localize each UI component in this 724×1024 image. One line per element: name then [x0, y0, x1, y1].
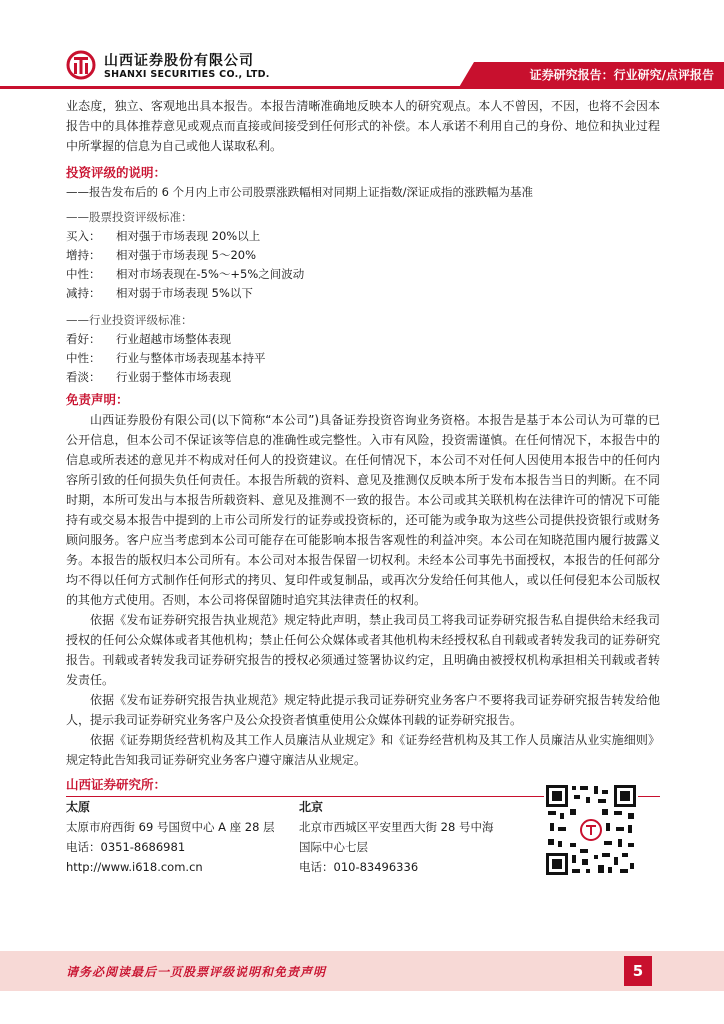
- office-phone: 电话：010-83496336: [299, 860, 419, 874]
- rating-label: 买入：: [66, 229, 101, 243]
- stock-rating-header: ——股票投资评级标准：: [66, 210, 193, 224]
- rating-basis: ——报告发布后的 6 个月内上市公司股票涨跌幅相对同期上证指数/深证成指的涨跌幅为基准: [66, 185, 533, 199]
- taiyuan-office: [66, 797, 275, 877]
- rating-label: 看好：: [66, 332, 101, 346]
- rating-desc: 行业与整体市场表现基本持平: [116, 351, 266, 365]
- rating-label: 增持：: [66, 248, 101, 262]
- rating-label: 看淡：: [66, 370, 101, 384]
- list-item: [66, 349, 660, 368]
- city-name: 北京: [299, 800, 324, 814]
- contact-title: 山西证券研究所：: [66, 777, 167, 792]
- rating-desc: 相对强于市场表现 20%以上: [116, 229, 261, 243]
- company-logo-icon: [66, 50, 96, 80]
- header-divider: [0, 86, 724, 89]
- contact-block: [66, 797, 660, 889]
- rating-desc: 相对市场表现在-5%～+5%之间波动: [116, 267, 305, 281]
- disclaimer-paragraph: 山西证券股份有限公司(以下简称“本公司”)具备证券投资咨询业务资格。本报告是基于本公司认为可靠的已公开信息，但本公司不保证该等信息的准确性或完整性。入市有风险，投资需谨慎。在任何情况下，本报告中的信息或所表述的意见并不构成对任何人的投资建议。在任何情况下，本公司不对任何人因使用本报告中的任何内容所引致的任何损失负任何责任。本报告所载的资料、意见及推测仅反映本所于发布本报告当日的判断。在不同时期，本所可发出与本报告所载资料、意见及推测不一致的报告。本公司或其关联机构在法律许可的情况下可能持有或交易本报告中提到的上市公司所发行的证券或投资标的，还可能为或争取为这些公司提供投资银行或财务顾问服务。客户应当考虑到本公司可能存在可能影响本报告客观性的利益冲突。本公司在知晓范围内履行披露义务。本报告的版权归本公司所有。本公司对本报告保留一切权利。未经本公司事先书面授权，本报告的任何部分均不得以任何方式制作任何形式的拷贝、复印件或复制品，或再次分发给任何其他人，或以任何侵犯本公司版权的其他方式使用。否则，本公司将保留随时追究其法律责任的权利。: [66, 413, 660, 607]
- stock-rating-list: [66, 227, 660, 303]
- rating-desc: 行业超越市场整体表现: [116, 332, 231, 346]
- office-phone: 电话：0351-8686981: [66, 840, 186, 854]
- page-number: 5: [624, 956, 652, 986]
- list-item: [66, 227, 660, 246]
- rating-desc: 相对弱于市场表现 5%以下: [116, 286, 253, 300]
- footer-notice: 请务必阅读最后一页股票评级说明和免责声明: [66, 965, 327, 979]
- industry-rating-header: ——行业投资评级标准：: [66, 313, 193, 327]
- website-link[interactable]: http://www.i618.com.cn: [66, 860, 203, 874]
- disclaimer-paragraph: 依据《证券期货经营机构及其工作人员廉洁从业规定》和《证券经营机构及其工作人员廉洁从业实施细则》规定特此告知我司证券研究业务客户遵守廉洁从业规定。: [66, 733, 660, 767]
- list-item: [66, 284, 660, 303]
- qr-code-icon: [544, 783, 638, 877]
- city-name: 太原: [66, 800, 91, 814]
- disclaimer-paragraph: 依据《发布证券研究报告执业规范》规定特此提示我司证券研究业务客户不要将我司证券研究报告转发给他人，提示我司证券研究业务客户及公众投资者慎重使用公众媒体刊载的证券研究报告。: [66, 693, 660, 727]
- report-type-label: 证券研究报告：行业研究/点评报告: [529, 68, 714, 82]
- brand-name-cn: 山西证券股份有限公司: [104, 53, 254, 69]
- rating-desc: 相对强于市场表现 5～20%: [116, 248, 257, 262]
- rating-label: 中性：: [66, 267, 101, 281]
- analyst-statement: 业态度，独立、客观地出具本报告。本报告清晰准确地反映本人的研究观点。本人不曾因，不因，也将不会因本报告中的具体推荐意见或观点而直接或间接受到任何形式的补偿。本人承诺不利用自己的身份、地位和执业过程中所掌握的信息为自己或他人谋取私利。: [66, 99, 660, 153]
- list-item: [66, 368, 660, 387]
- list-item: [66, 330, 660, 349]
- beijing-office: [299, 797, 493, 877]
- list-item: [66, 246, 660, 265]
- page-header: [0, 0, 724, 92]
- rating-section-title: 投资评级的说明：: [66, 165, 167, 180]
- rating-desc: 行业弱于整体市场表现: [116, 370, 231, 384]
- brand-name-en: SHANXI SECURITIES CO., LTD.: [104, 69, 270, 80]
- rating-label: 中性：: [66, 351, 101, 365]
- office-address: 北京市西城区平安里西大街 28 号中海: [299, 820, 494, 834]
- office-address-line2: 国际中心七层: [299, 840, 368, 854]
- disclaimer-paragraph: 依据《发布证券研究报告执业规范》规定特此声明，禁止我司员工将我司证券研究报告私自提供给未经我司授权的任何公众媒体或者其他机构；禁止任何公众媒体或者其他机构未经授权私自刊载或者转发我司的证券研究报告。刊载或者转发我司证券研究报告的授权必须通过签署协议约定，且明确由被授权机构承担相关刊载或者转发责任。: [66, 613, 660, 687]
- list-item: [66, 265, 660, 284]
- rating-label: 减持：: [66, 286, 101, 300]
- industry-rating-list: [66, 330, 660, 387]
- office-address: 太原市府西街 69 号国贸中心 A 座 28 层: [66, 820, 275, 834]
- main-content: [66, 96, 660, 889]
- disclaimer-title: 免责声明：: [66, 392, 129, 407]
